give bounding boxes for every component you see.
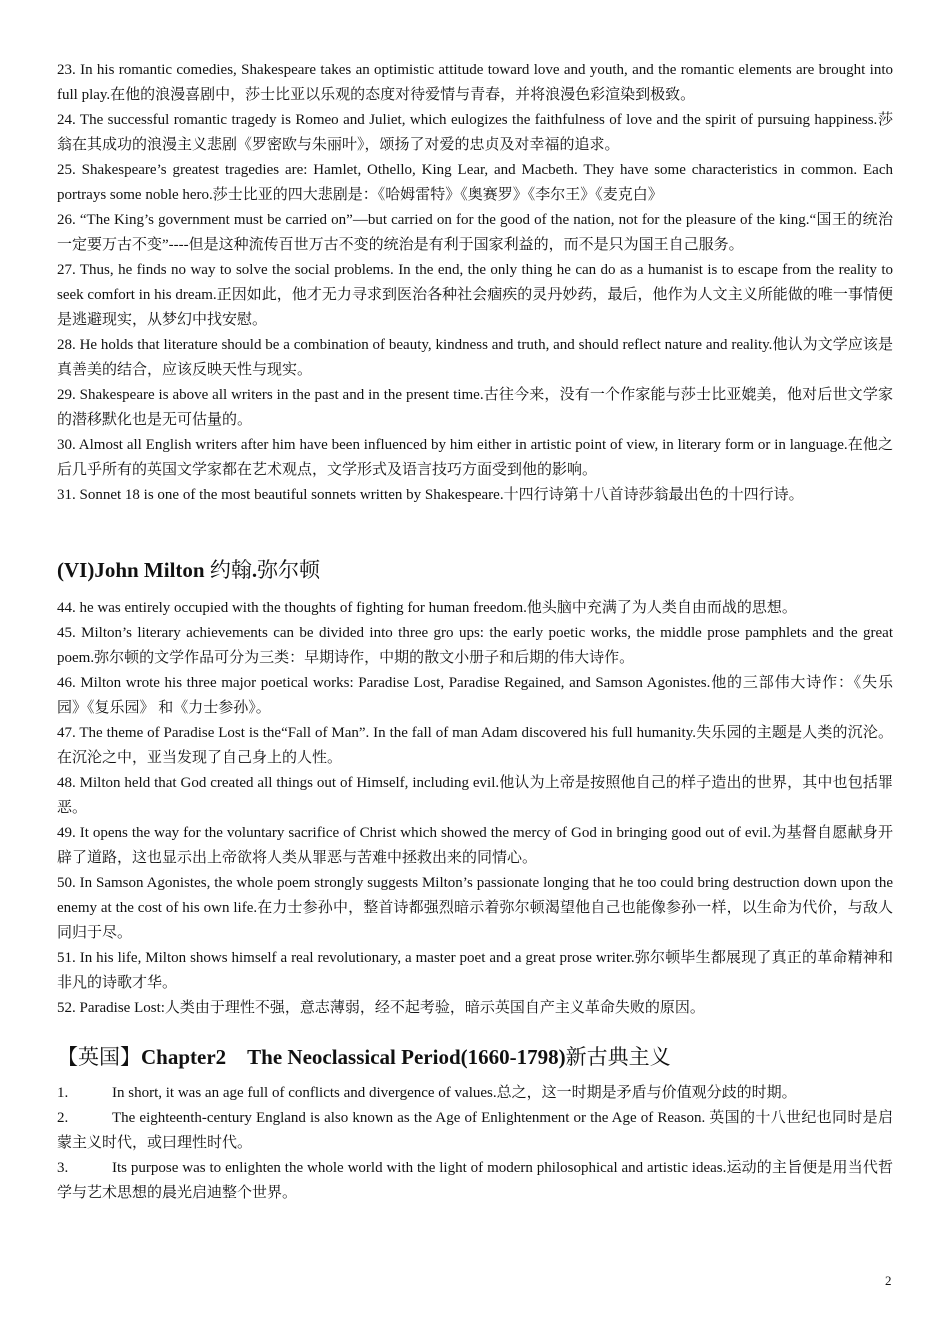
paragraph-26: 26. “The King’s government must be carried on”—but carried on for the good of the nation, not for the pleasure of the king.“国王的统治一定要万古不变”----但是这种流传百世万古不变的统治是有利于国家利益的，而不是只为国王自己服务。 [57,212,893,253]
paragraph-28: 28. He holds that literature should be a combination of beauty, kindness and truth, and should reflect nature and reality.他认为文学应该是真善美的结合，应该反映天性与现实。 [57,337,893,378]
paragraph-23: 23. In his romantic comedies, Shakespeare takes an optimistic attitude toward love and youth, and the romantic elements are brought into full play.在他的浪漫喜剧中，莎士比亚以乐观的态度对待爱情与青春，并将浪漫色彩渲染到极致。 [57,62,893,103]
paragraph-24: 24. The successful romantic tragedy is Romeo and Juliet, which eulogizes the faithfulness of love and the spirit of pursuing happiness.莎翁在其成功的浪漫主义悲剧《罗密欧与朱丽叶》，颂扬了对爱的忠贞及对幸福的追求。 [57,112,893,153]
heading-english: (VI)John Milton [57,558,205,582]
heading-dot: . [251,558,258,582]
paragraph-45: 45. Milton’s literary achievements can be divided into three gro ups: the early poetic works, the middle prose pamphlets and the great poem.弥尔顿的文学作品可分为三类：早期诗作，中期的散文小册子和后期的伟大诗作。 [57,625,893,666]
item-text: Its purpose was to enlighten the whole world with the light of modern philosophical and artistic ideas.运动的主旨便是用当代哲学与艺术思想的晨光启迪整个世界。 [57,1160,893,1201]
item-number: 1. [57,1085,69,1101]
paragraph-44: 44. he was entirely occupied with the thoughts of fighting for human freedom.他头脑中充满了为人类自由而战的思想。 [57,600,797,616]
milton-section [57,596,893,1021]
heading-chinese-2: 弥尔顿 [257,558,321,582]
paragraph-29: 29. Shakespeare is above all writers in the past and in the present time.古往今来，没有一个作家能与莎士比亚媲美，他对后世文学家的潜移默化也是无可估量的。 [57,387,893,428]
chapter-chinese: 新古典主义 [565,1045,671,1069]
neoclassical-section [57,1081,893,1206]
paragraph-50: 50. In Samson Agonistes, the whole poem strongly suggests Milton’s passionate longing that he too could bring destruction down upon the enemy at the cost of his own life.在力士参孙中，整首诗都强烈暗示着弥尔顿渴望他自己也能像参孙一样，以生命为代价，与敌人同归于尽。 [57,875,893,941]
page-number: 2 [885,1273,892,1288]
paragraph-48: 48. Milton held that God created all things out of Himself, including evil.他认为上帝是按照他自己的样子造出的世界，其中也包括罪恶。 [57,775,893,816]
item-text: In short, it was an age full of conflicts and divergence of values.总之，这一时期是矛盾与价值观分歧的时期。 [112,1085,797,1101]
paragraph-52: 52. Paradise Lost:人类由于理性不强，意志薄弱，经不起考验，暗示英国自产主义革命失败的原因。 [57,1000,705,1016]
chapter-prefix: 【英国】 [57,1045,141,1069]
document-page [57,58,893,1206]
numbered-item-2 [57,1106,893,1156]
chapter-heading [57,1043,893,1071]
item-number: 2. [57,1110,69,1126]
paragraph-30: 30. Almost all English writers after him have been influenced by him either in artistic point of view, in literary form or in language.在他之后几乎所有的英国文学家都在艺术观点，文学形式及语言技巧方面受到他的影响。 [57,437,893,478]
item-number: 3. [57,1160,69,1176]
paragraph-46: 46. Milton wrote his three major poetical works: Paradise Lost, Paradise Regained, and Samson Agonistes.他的三部伟大诗作：《失乐园》《复乐园》 和《力士参孙》。 [57,675,893,716]
shakespeare-section [57,58,893,508]
numbered-item-3 [57,1156,893,1206]
paragraph-31: 31. Sonnet 18 is one of the most beautiful sonnets written by Shakespeare.十四行诗第十八首诗莎翁最出色的十四行诗。 [57,487,804,503]
chapter-title: Chapter2 The Neoclassical Period(1660-1798) [141,1045,566,1069]
paragraph-51: 51. In his life, Milton shows himself a real revolutionary, a master poet and a great prose writer.弥尔顿毕生都展现了真正的革命精神和非凡的诗歌才华。 [57,950,893,991]
heading-chinese: 约翰 [209,558,252,582]
paragraph-27: 27. Thus, he finds no way to solve the social problems. In the end, the only thing he can do as a humanist is to escape from the reality to seek comfort in his dream.正因如此，他才无力寻求到医治各种社会痼疾的灵丹妙药，最后，他作为人文主义所能做的唯一事情便是逃避现实，从梦幻中找安慰。 [57,262,893,328]
paragraph-47: 47. The theme of Paradise Lost is the“Fall of Man”. In the fall of man Adam discovered his full humanity.失乐园的主题是人类的沉沦。在沉沦之中，亚当发现了自己身上的人性。 [57,725,893,766]
paragraph-49: 49. It opens the way for the voluntary sacrifice of Christ which showed the mercy of God in bringing good out of evil.为基督自愿献身开辟了道路，这也显示出上帝欲将人类从罪恶与苦难中拯救出来的同情心。 [57,825,893,866]
numbered-item-1 [57,1081,893,1106]
item-text: The eighteenth-century England is also known as the Age of Enlightenment or the Age of Reason. 英国的十八世纪也同时是启蒙主义时代，或曰理性时代。 [57,1110,893,1151]
paragraph-25: 25. Shakespeare’s greatest tragedies are: Hamlet, Othello, King Lear, and Macbeth. They have some characteristics in common. Each portrays some noble hero.莎士比亚的四大悲剧是：《哈姆雷特》《奥赛罗》《李尔王》《麦克白》 [57,162,893,203]
section-heading-milton [57,556,893,584]
